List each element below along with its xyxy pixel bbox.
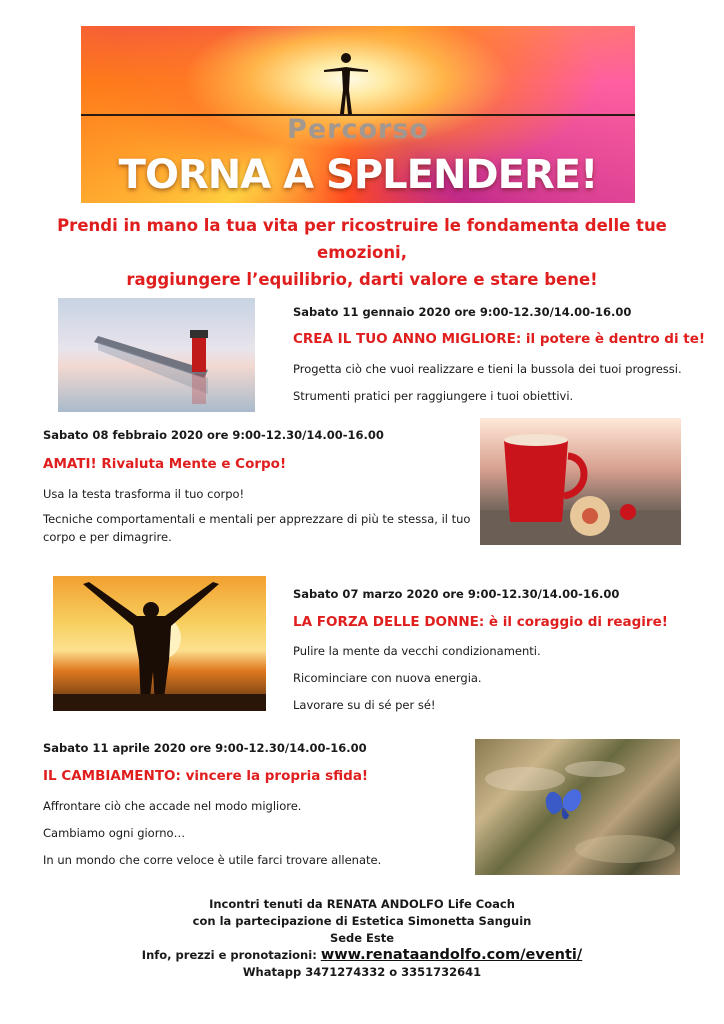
footer-info-line: [100, 947, 624, 964]
event-2-title: AMATI! Rivaluta Mente e Corpo!: [43, 456, 287, 472]
footer-location: Sede Este: [329, 931, 395, 945]
event-4-line-1: Affrontare ciò che accade nel modo migliore.: [43, 799, 302, 813]
event-3-line-2: Ricominciare con nuova energia.: [293, 671, 482, 685]
footer-info: [100, 896, 624, 981]
event-3-line-1: Pulire la mente da vecchi condizionamenti.: [293, 644, 541, 658]
event-2-line-3: corpo e per dimagrire.: [43, 530, 172, 544]
red-cup-photo: [480, 418, 681, 545]
event-2-line-1: Usa la testa trasforma il tuo corpo!: [43, 487, 245, 501]
event-4-title: IL CAMBIAMENTO: vincere la propria sfida!: [43, 768, 369, 784]
event-3-date: Sabato 07 marzo 2020 ore 9:00-12.30/14.00-16.00: [293, 587, 620, 601]
event-1-date: Sabato 11 gennaio 2020 ore 9:00-12.30/14.00-16.00: [293, 305, 632, 319]
event-4-line-2: Cambiamo ogni giorno…: [43, 826, 186, 840]
tightrope-walker-silhouette: [316, 46, 376, 116]
banner-subtitle: Percorso: [287, 114, 429, 145]
footer-partner: con la partecipazione di Estetica Simonetta Sanguin: [192, 914, 532, 928]
event-2-date: Sabato 08 febbraio 2020 ore 9:00-12.30/14.00-16.00: [43, 428, 384, 442]
footer-url-link[interactable]: www.renataandolfo.com/eventi/: [320, 947, 583, 963]
banner-title: TORNA A SPLENDERE!: [118, 152, 598, 198]
butterfly-photo: [475, 739, 680, 875]
woman-sunset-photo: [53, 576, 266, 711]
event-3-line-3: Lavorare su di sé per sé!: [293, 698, 436, 712]
footer-info-label: Info, prezzi e pronotazioni:: [141, 948, 317, 962]
banner-image: [81, 26, 635, 203]
event-1-line-2: Strumenti pratici per raggiungere i tuoi obiettivi.: [293, 389, 574, 403]
footer-coach: Incontri tenuti da RENATA ANDOLFO Life Coach: [209, 897, 515, 911]
event-4-date: Sabato 11 aprile 2020 ore 9:00-12.30/14.00-16.00: [43, 741, 367, 755]
lead-line-2: raggiungere l’equilibrio, darti valore e stare bene!: [126, 270, 598, 289]
footer-whatsapp: Whatapp 3471274332 o 3351732641: [242, 965, 482, 979]
event-4-line-3: In un mondo che corre veloce è utile farci trovare allenate.: [43, 853, 382, 867]
event-3-title: LA FORZA DELLE DONNE: è il coraggio di reagire!: [293, 614, 668, 630]
event-1-line-1: Progetta ciò che vuoi realizzare e tieni la bussola dei tuoi progressi.: [293, 362, 682, 376]
event-1-title: CREA IL TUO ANNO MIGLIORE: il potere è dentro di te!: [293, 331, 706, 347]
lead-text: [20, 212, 704, 293]
lighthouse-photo: [58, 298, 255, 412]
lead-line-1: Prendi in mano la tua vita per ricostruire le fondamenta delle tue emozioni,: [57, 216, 667, 262]
event-2-line-2: Tecniche comportamentali e mentali per apprezzare di più te stessa, il tuo: [43, 512, 471, 526]
